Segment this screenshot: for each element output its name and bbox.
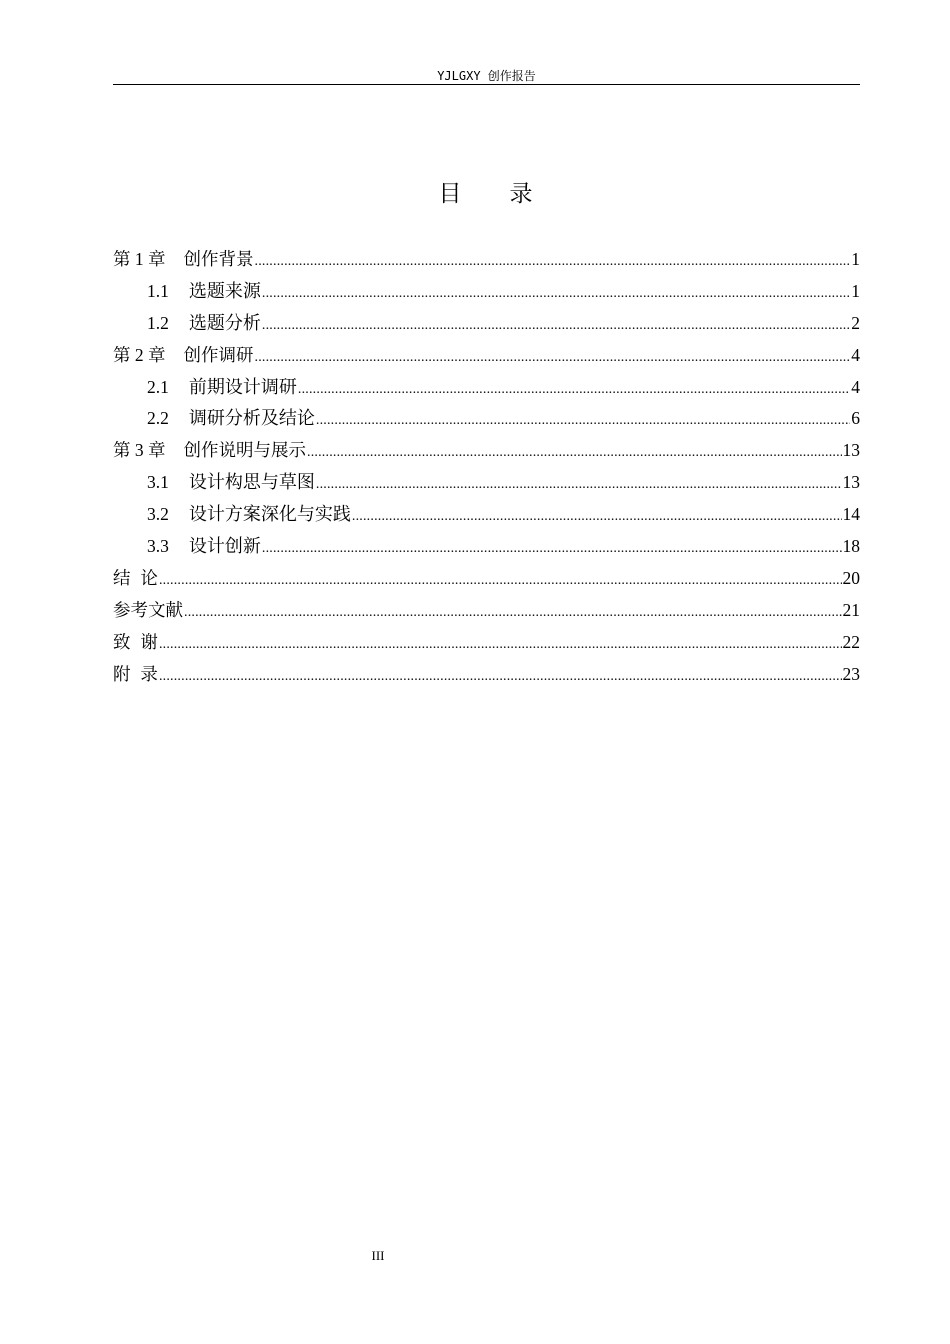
toc-entry-number: 3.1 (147, 472, 169, 493)
toc-dot-leader (352, 501, 842, 533)
toc-entry-acknowledgements[interactable] (113, 627, 860, 659)
toc-entry-title: 创作背景 (183, 250, 254, 270)
toc-entry-title: 前期设计调研 (188, 376, 297, 397)
toc-entry-page: 14 (842, 504, 860, 525)
toc-entry-section-3-2[interactable] (113, 499, 860, 531)
header-rule (113, 84, 860, 85)
toc-entry-title: 调研分析及结论 (188, 408, 315, 429)
toc-dot-leader (255, 246, 851, 278)
toc-entry-page: 4 (851, 376, 860, 397)
toc-dot-leader (316, 469, 842, 501)
toc-dot-leader (316, 405, 850, 437)
toc-dot-leader (159, 565, 842, 597)
toc-dot-leader (307, 437, 842, 469)
toc-entry-title: 创作说明与展示 (183, 441, 306, 462)
page-number-footer: III (371, 1248, 385, 1263)
toc-dot-leader (298, 374, 850, 406)
toc-entry-title: 附录 (113, 664, 158, 685)
toc-entry-page: 2 (851, 312, 860, 333)
toc-entry-page: 21 (842, 599, 860, 620)
toc-dot-leader (159, 629, 842, 661)
toc-entry-chapter-1[interactable] (113, 244, 860, 276)
toc-entry-section-3-1[interactable] (113, 467, 860, 499)
toc-entry-section-1-2[interactable] (113, 308, 860, 340)
toc-dot-leader (184, 597, 842, 629)
toc-dot-leader (262, 310, 850, 342)
toc-title (113, 178, 860, 210)
toc-entry-title: 结论 (113, 568, 158, 589)
toc-dot-leader (255, 342, 851, 374)
toc-entry-number: 3.2 (147, 504, 169, 525)
toc-entry-title: 创作调研 (183, 345, 254, 366)
toc-entry-appendix[interactable] (113, 659, 860, 691)
toc-entry-page: 1 (851, 249, 860, 269)
toc-entry-number: 第 3 章 (113, 440, 166, 461)
toc-entry-number: 3.3 (147, 536, 169, 557)
toc-title-left: 目 (438, 181, 464, 207)
toc-entry-page: 18 (842, 536, 860, 557)
toc-entry-number: 2.1 (147, 376, 169, 397)
toc-entry-page: 4 (851, 344, 860, 365)
toc-entry-title: 设计方案深化与实践 (188, 504, 351, 525)
toc-entry-title: 选题分析 (188, 312, 261, 333)
toc-entry-title: 致谢 (113, 632, 158, 653)
toc-entry-section-2-2[interactable] (113, 403, 860, 435)
toc-entry-page: 1 (851, 280, 860, 301)
toc-entry-section-3-3[interactable] (113, 531, 860, 563)
toc-entry-chapter-2[interactable] (113, 340, 860, 372)
toc-dot-leader (159, 661, 842, 693)
toc-entry-section-2-1[interactable] (113, 372, 860, 404)
page-header: YJLGXY 创作报告 (437, 69, 536, 83)
toc-entry-number: 1.1 (147, 280, 169, 301)
toc-entry-page: 13 (842, 440, 860, 461)
toc-entry-section-1-1[interactable] (113, 276, 860, 308)
toc-entry-page: 22 (842, 631, 860, 652)
toc-entry-title: 设计构思与草图 (188, 472, 315, 493)
toc-entry-number: 第 1 章 (113, 249, 166, 269)
table-of-contents (113, 244, 860, 690)
toc-entry-page: 20 (842, 567, 860, 588)
toc-entry-number: 1.2 (147, 312, 169, 333)
toc-entry-title: 选题来源 (188, 280, 261, 301)
toc-entry-page: 23 (842, 663, 860, 684)
toc-entry-page: 13 (842, 472, 860, 493)
toc-entry-number: 第 2 章 (113, 344, 166, 365)
toc-title-right: 录 (509, 181, 535, 207)
toc-entry-chapter-3[interactable] (113, 435, 860, 467)
toc-entry-page: 6 (851, 408, 860, 429)
toc-entry-number: 2.2 (147, 408, 169, 429)
toc-entry-conclusion[interactable] (113, 563, 860, 595)
toc-entry-references[interactable] (113, 595, 860, 627)
toc-entry-title: 设计创新 (188, 536, 261, 557)
toc-entry-title: 参考文献 (113, 600, 183, 621)
toc-dot-leader (262, 278, 850, 310)
toc-dot-leader (262, 533, 842, 565)
